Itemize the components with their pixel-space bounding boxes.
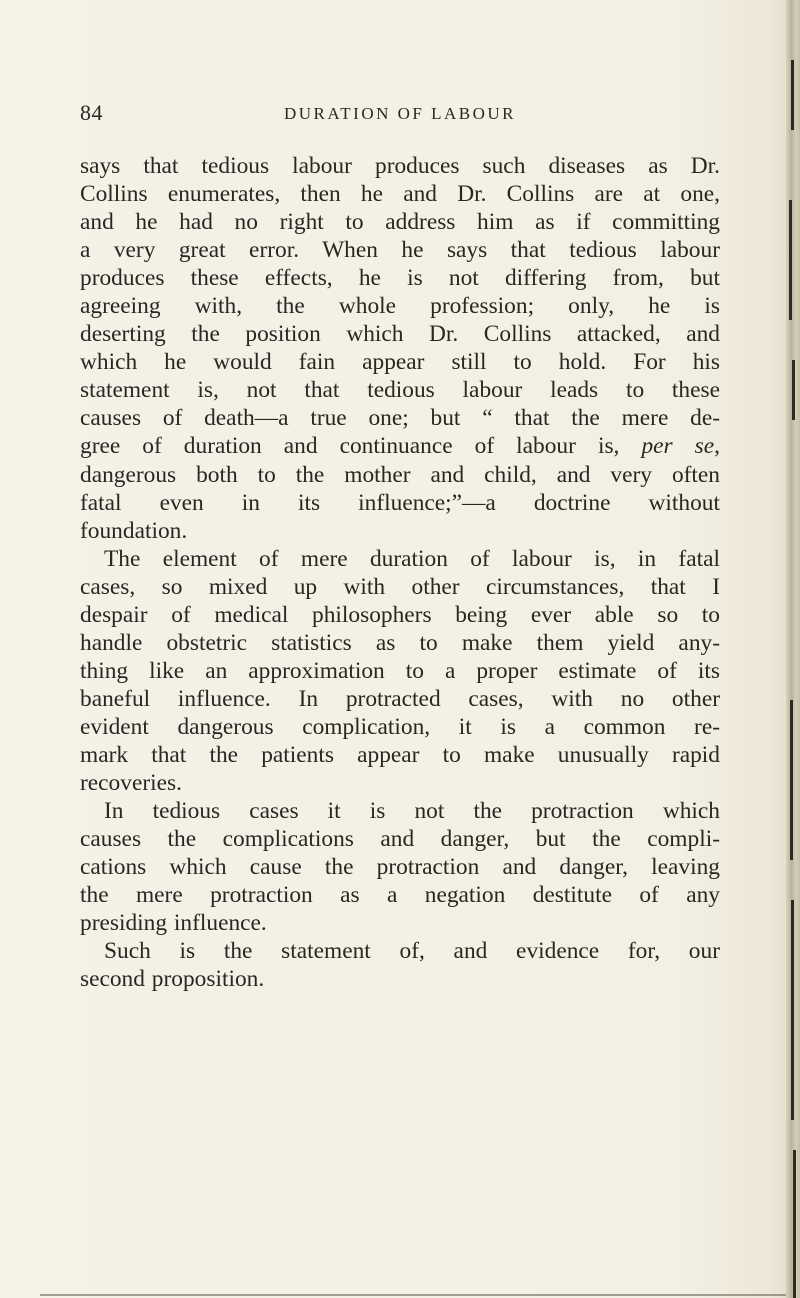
text-line: gree of duration and continuance of labour is, per se, [80,433,720,460]
page-edge-mark [792,360,795,420]
page-edge-mark [790,700,793,860]
text-line: evident dangerous complication, it is a common re- [80,713,720,740]
text-line: mark that the patients appear to make unusually rapid [80,741,720,768]
text-line: the mere protraction as a negation destitute of any [80,882,720,909]
text-line: second proposition. [80,966,265,993]
text-line: In tedious cases it is not the protraction which [104,798,720,825]
text-line: produces these effects, he is not differing from, but [80,265,720,292]
bottom-edge-line [40,1294,786,1296]
page-edge-mark [791,60,794,130]
text-line: baneful influence. In protracted cases, with no other [80,685,720,712]
text-line: cases, so mixed up with other circumstances, that I [80,573,720,600]
text-line: despair of medical philosophers being ever able so to [80,601,720,628]
text-line: handle obstetric statistics as to make them yield any- [80,629,720,656]
text-line: causes the complications and danger, but the compli- [80,826,720,853]
text-line: which he would fain appear still to hold. For his [80,349,720,376]
text-line: presiding influence. [80,910,267,937]
page-edge-mark [789,200,792,320]
text-line: foundation. [80,517,188,544]
body-text [80,152,720,993]
page-number: 84 [80,100,103,125]
text-line: recoveries. [80,770,182,797]
italic-phrase: per se [641,433,715,460]
text-line: a very great error. When he says that tedious labour [80,237,720,264]
text-line: says that tedious labour produces such diseases as Dr. [80,153,720,179]
text-line: Such is the statement of, and evidence for, our [104,938,720,965]
page-edge-shadow [786,0,800,1298]
text-line: dangerous both to the mother and child, and very often [80,461,720,488]
text-line: causes of death—a true one; but “ that the mere de- [80,405,720,432]
text-line: deserting the position which Dr. Collins attacked, and [80,321,720,348]
page-edge-mark [793,1150,796,1298]
text-line: thing like an approximation to a proper estimate of its [80,657,720,684]
text-line: statement is, not that tedious labour leads to these [80,377,720,404]
text-line: fatal even in its influence;”—a doctrine without [80,489,720,516]
page-edge-mark [791,900,794,1120]
text-line: Collins enumerates, then he and Dr. Collins are at one, [80,181,720,208]
page-header [80,100,720,128]
text-line: and he had no right to address him as if committing [80,209,720,236]
running-head: DURATION OF LABOUR [283,104,516,123]
text-line: agreeing with, the whole profession; only, he is [80,293,720,320]
text-line: The element of mere duration of labour is, in fatal [104,545,720,572]
text-line: cations which cause the protraction and danger, leaving [80,854,720,881]
